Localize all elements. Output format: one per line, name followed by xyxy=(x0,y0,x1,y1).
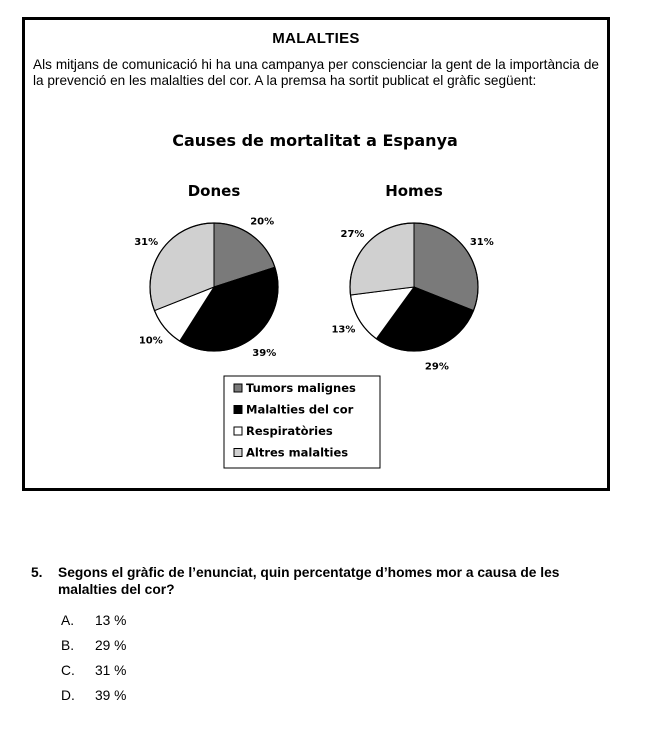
legend-swatch xyxy=(234,384,242,392)
option-c[interactable] xyxy=(61,663,126,678)
box-title: MALALTIES xyxy=(272,30,360,47)
legend-swatch xyxy=(234,449,242,457)
slice-label: 20% xyxy=(250,216,275,228)
question-text: Segons el gràfic de l’enunciat, quin percentatge d’homes mor a causa de les malalties del cor? xyxy=(58,565,560,597)
option-d[interactable] xyxy=(61,688,126,703)
option-letter: B. xyxy=(61,638,75,653)
question xyxy=(31,564,601,598)
chart-title: Causes de mortalitat a Espanya xyxy=(172,131,458,150)
option-b[interactable] xyxy=(61,638,126,653)
option-text: 13 % xyxy=(95,613,127,628)
option-letter: C. xyxy=(61,663,75,678)
legend-swatch xyxy=(234,427,242,435)
slice-label: 39% xyxy=(252,347,277,359)
legend-label: Tumors malignes xyxy=(246,381,356,395)
legend-label: Malalties del cor xyxy=(246,402,354,417)
slice-label: 29% xyxy=(424,361,449,373)
option-a[interactable] xyxy=(61,613,126,628)
slice-label: 13% xyxy=(331,324,356,336)
option-text: 39 % xyxy=(95,688,127,703)
legend-swatch xyxy=(234,406,242,414)
slice-label: 31% xyxy=(469,236,494,248)
question-number: 5. xyxy=(31,565,43,580)
slice-label: 10% xyxy=(138,335,163,347)
option-letter: D. xyxy=(61,688,75,703)
slice-label: 31% xyxy=(134,236,159,248)
pie-title-dones: Dones xyxy=(187,182,241,200)
option-text: 31 % xyxy=(95,663,127,678)
legend-label: Altres malalties xyxy=(246,445,349,460)
option-letter: A. xyxy=(61,613,75,628)
intro-text: Als mitjans de comunicació hi ha una campanya per conscienciar la gent de la importància de la prevenció en les malalties del cor. A la premsa ha sortit publicat el gràfic següent: xyxy=(33,57,599,88)
pie-title-homes: Homes xyxy=(385,182,443,200)
option-text: 29 % xyxy=(95,638,127,653)
legend-label: Respiratòries xyxy=(246,424,333,438)
slice-label: 27% xyxy=(340,228,365,240)
